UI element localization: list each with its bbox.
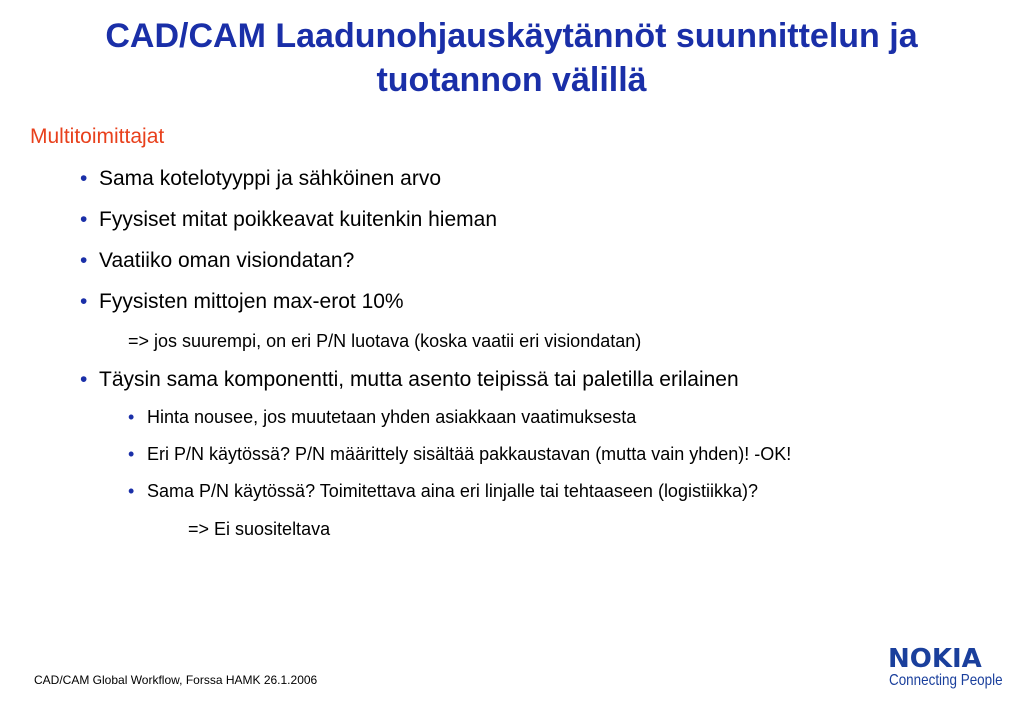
bullet-text: Sama kotelotyyppi ja sähköinen arvo <box>99 167 442 190</box>
bullet-text: Täysin sama komponentti, mutta asento teipissä tai paletilla erilainen <box>99 368 739 391</box>
sub-bullet-text: Eri P/N käytössä? P/N määrittely sisältää pakkaustavan (mutta vain yhden)! -OK! <box>147 444 792 464</box>
bullet-item <box>80 166 441 192</box>
slide-title-line-2: tuotannon välillä <box>376 61 647 99</box>
bullet-icon: • <box>80 167 88 190</box>
bullet-text: Vaatiiko oman visiondatan? <box>99 249 355 272</box>
bullet-item <box>80 207 497 233</box>
note-text: => Ei suositeltava <box>188 519 331 539</box>
note-text: => jos suurempi, on eri P/N luotava (koska vaatii eri visiondatan) <box>128 331 642 351</box>
slide-title <box>30 14 993 102</box>
bullet-icon: • <box>80 208 88 231</box>
bullet-icon: • <box>128 407 135 427</box>
sub-bullet-text: Sama P/N käytössä? Toimitettava aina eri linjalle tai tehtaaseen (logistiikka)? <box>147 481 758 501</box>
bullet-icon: • <box>80 290 88 313</box>
nokia-logo <box>885 644 1010 694</box>
bullet-item <box>80 289 404 315</box>
bullet-item <box>80 248 354 274</box>
bullet-icon: • <box>80 249 88 272</box>
section-heading: Multitoimittajat <box>30 125 165 148</box>
bullet-text: Fyysiset mitat poikkeavat kuitenkin hieman <box>99 208 498 231</box>
sub-bullet-item <box>128 480 758 502</box>
bullet-text: Fyysisten mittojen max-erot 10% <box>99 290 404 313</box>
sub-bullet-item <box>128 406 636 428</box>
bullet-icon: • <box>128 481 135 501</box>
bullet-item <box>80 367 739 393</box>
slide-title-line-1: CAD/CAM Laadunohjauskäytännöt suunnittelun ja <box>105 17 918 55</box>
logo-wordmark: NOKIA <box>888 644 982 674</box>
sub-bullet-text: Hinta nousee, jos muutetaan yhden asiakkaan vaatimuksesta <box>147 407 637 427</box>
logo-tagline: Connecting People <box>889 672 1003 689</box>
bullet-icon: • <box>80 368 88 391</box>
footer-text: CAD/CAM Global Workflow, Forssa HAMK 26.1.2006 <box>34 673 318 687</box>
bullet-icon: • <box>128 444 135 464</box>
sub-bullet-item <box>128 443 791 465</box>
